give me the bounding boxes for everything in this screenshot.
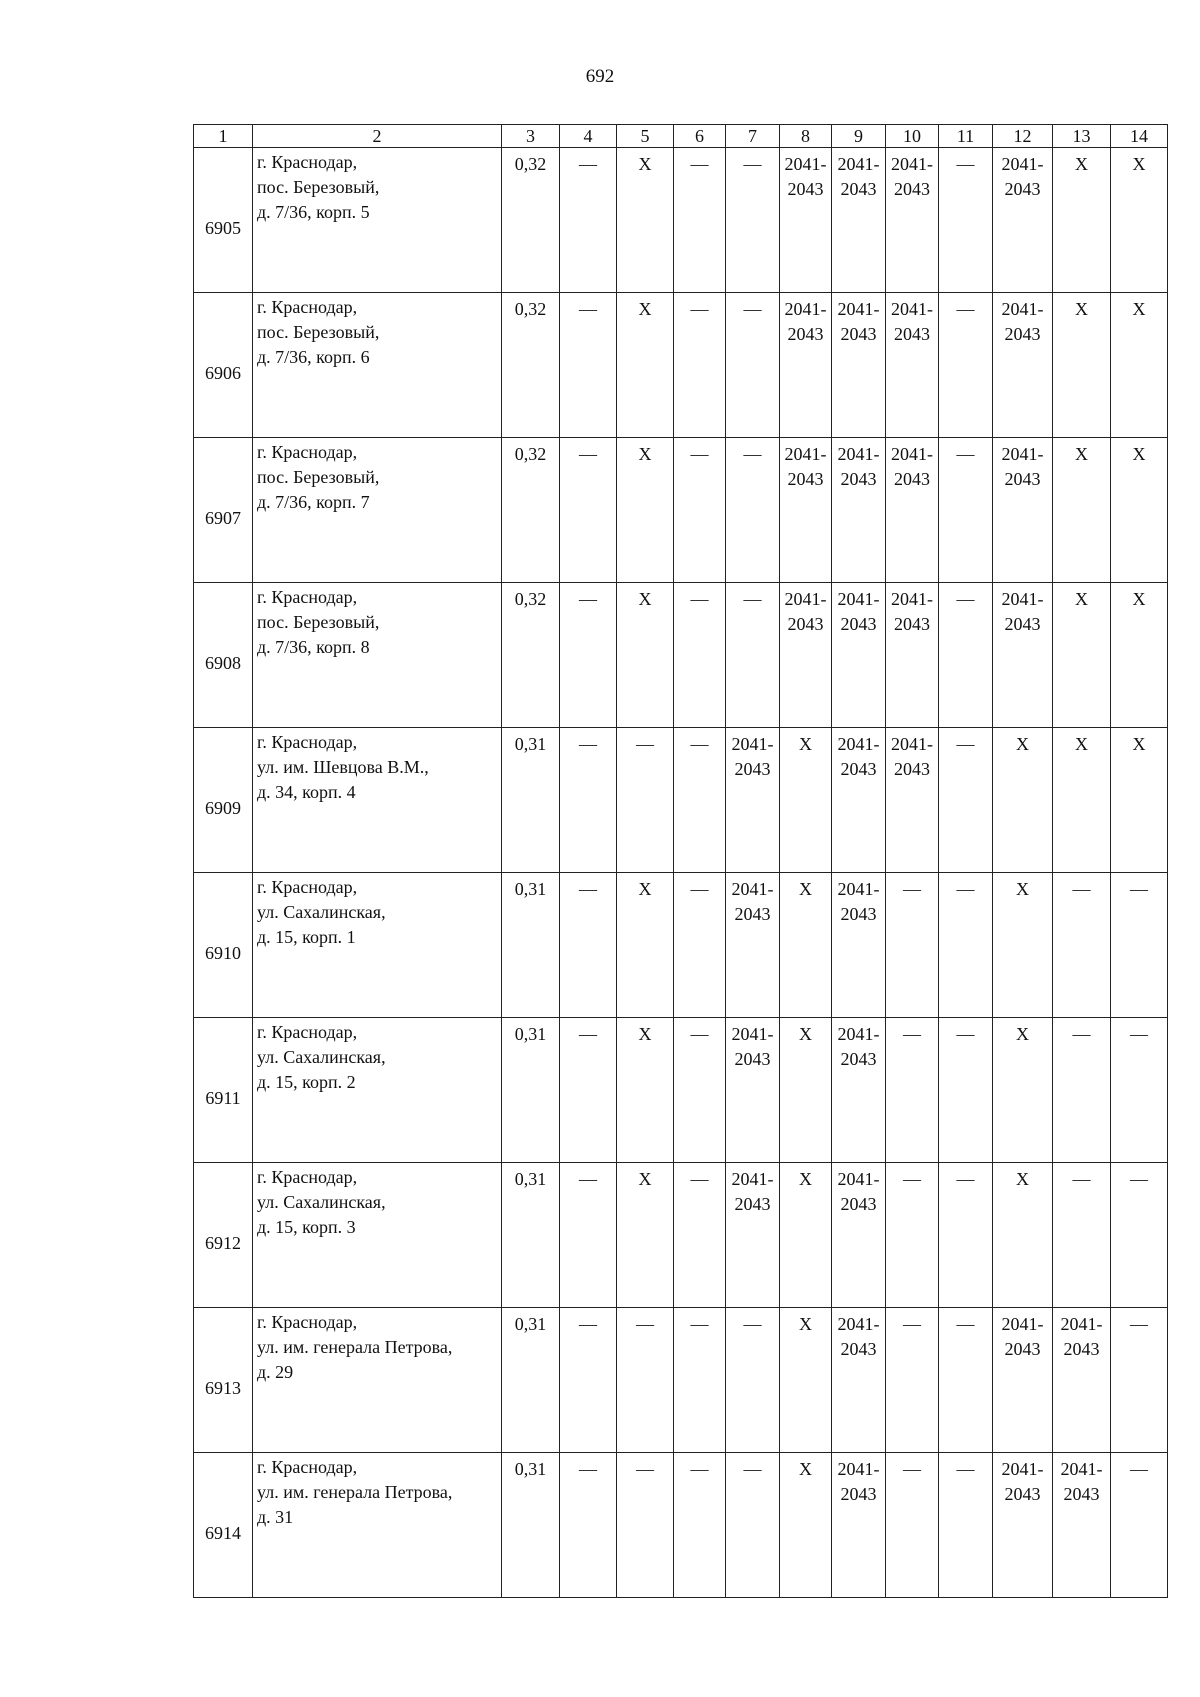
table-cell: 2041-2043: [1053, 1453, 1111, 1598]
table-cell: —: [1053, 1163, 1111, 1308]
table-cell: —: [617, 1308, 674, 1453]
table-cell: 0,31: [502, 1163, 560, 1308]
address-cell: [253, 293, 502, 438]
address-line: пос. Березовый,: [257, 177, 380, 197]
table-cell: —: [560, 1018, 617, 1163]
table-cell: —: [939, 1308, 993, 1453]
row-number: 6910: [194, 873, 253, 1018]
column-header: 8: [780, 125, 832, 148]
address-cell: [253, 728, 502, 873]
column-header: 13: [1053, 125, 1111, 148]
table-cell: X: [617, 438, 674, 583]
table-cell: —: [886, 873, 939, 1018]
table-cell: X: [617, 293, 674, 438]
address-line: г. Краснодар,: [257, 297, 358, 317]
table-cell: —: [939, 293, 993, 438]
address-cell: [253, 873, 502, 1018]
address-line: г. Краснодар,: [257, 1312, 358, 1332]
table-cell: X: [993, 1018, 1053, 1163]
table-row: [194, 293, 1168, 438]
address-line: д. 29: [257, 1362, 294, 1382]
table-cell: —: [939, 1018, 993, 1163]
table-cell: —: [939, 583, 993, 728]
table-cell: 0,31: [502, 1018, 560, 1163]
table-cell: —: [674, 438, 726, 583]
table-cell: X: [1053, 293, 1111, 438]
column-header: 10: [886, 125, 939, 148]
table-cell: 2041-2043: [993, 438, 1053, 583]
table-cell: X: [780, 1308, 832, 1453]
table-cell: 2041-2043: [886, 728, 939, 873]
address-line: д. 7/36, корп. 5: [257, 202, 370, 222]
table-cell: —: [939, 1163, 993, 1308]
table-cell: 0,32: [502, 293, 560, 438]
table-cell: 2041-2043: [780, 148, 832, 293]
table-cell: X: [1053, 148, 1111, 293]
page-number: 692: [585, 66, 615, 87]
table-cell: X: [780, 1018, 832, 1163]
address-line: д. 15, корп. 1: [257, 927, 356, 947]
address-line: д. 7/36, корп. 8: [257, 637, 370, 657]
table-cell: 2041-2043: [780, 293, 832, 438]
table-cell: —: [939, 148, 993, 293]
table-cell: —: [674, 293, 726, 438]
address-line: ул. им. генерала Петрова,: [257, 1337, 453, 1357]
address-cell: [253, 1453, 502, 1598]
table-body: [194, 148, 1168, 1598]
table-cell: X: [617, 1163, 674, 1308]
table-cell: 2041-2043: [726, 728, 780, 873]
address-line: д. 15, корп. 3: [257, 1217, 356, 1237]
address-line: пос. Березовый,: [257, 322, 380, 342]
row-number: 6912: [194, 1163, 253, 1308]
row-number: 6913: [194, 1308, 253, 1453]
table-cell: 2041-2043: [993, 148, 1053, 293]
table-row: [194, 1163, 1168, 1308]
table-cell: 2041-2043: [993, 583, 1053, 728]
table-cell: X: [993, 728, 1053, 873]
table-cell: X: [617, 1018, 674, 1163]
table-cell: X: [780, 1453, 832, 1598]
table-cell: —: [560, 873, 617, 1018]
table-cell: —: [886, 1453, 939, 1598]
table-cell: 2041-2043: [832, 148, 886, 293]
address-line: г. Краснодар,: [257, 877, 358, 897]
table-cell: —: [726, 1453, 780, 1598]
address-line: ул. им. генерала Петрова,: [257, 1482, 453, 1502]
address-line: г. Краснодар,: [257, 587, 358, 607]
table-cell: X: [617, 873, 674, 1018]
table-cell: —: [560, 583, 617, 728]
table-cell: —: [560, 1308, 617, 1453]
table-row: [194, 583, 1168, 728]
column-header: 12: [993, 125, 1053, 148]
table-cell: 2041-2043: [780, 438, 832, 583]
table-cell: 0,31: [502, 1308, 560, 1453]
address-line: г. Краснодар,: [257, 1457, 358, 1477]
table-cell: —: [1053, 1018, 1111, 1163]
row-number: 6908: [194, 583, 253, 728]
table-row: [194, 728, 1168, 873]
table-cell: 2041-2043: [886, 438, 939, 583]
data-table: [193, 124, 1168, 1598]
table-row: [194, 438, 1168, 583]
table-cell: —: [939, 1453, 993, 1598]
table-cell: X: [1111, 583, 1168, 728]
table-cell: 2041-2043: [832, 583, 886, 728]
table-cell: —: [939, 728, 993, 873]
table-cell: —: [1111, 1163, 1168, 1308]
table-cell: X: [1053, 728, 1111, 873]
table-cell: —: [1111, 1453, 1168, 1598]
table-cell: 2041-2043: [832, 1163, 886, 1308]
table-row: [194, 148, 1168, 293]
table-cell: —: [617, 728, 674, 873]
table-cell: X: [617, 148, 674, 293]
table-cell: 2041-2043: [780, 583, 832, 728]
table-cell: —: [726, 1308, 780, 1453]
table-cell: X: [993, 1163, 1053, 1308]
table-cell: 0,32: [502, 148, 560, 293]
table-cell: —: [726, 583, 780, 728]
row-number: 6914: [194, 1453, 253, 1598]
address-line: ул. Сахалинская,: [257, 902, 386, 922]
address-line: ул. Сахалинская,: [257, 1192, 386, 1212]
table-cell: 2041-2043: [832, 293, 886, 438]
address-cell: [253, 1018, 502, 1163]
column-header: 3: [502, 125, 560, 148]
address-line: пос. Березовый,: [257, 467, 380, 487]
table-cell: X: [617, 583, 674, 728]
table-cell: 2041-2043: [1053, 1308, 1111, 1453]
table-cell: 0,31: [502, 1453, 560, 1598]
address-line: пос. Березовый,: [257, 612, 380, 632]
table-cell: 2041-2043: [832, 438, 886, 583]
address-line: г. Краснодар,: [257, 442, 358, 462]
table-cell: 2041-2043: [832, 1018, 886, 1163]
table-cell: 0,31: [502, 873, 560, 1018]
table-cell: —: [674, 1018, 726, 1163]
table-cell: 2041-2043: [993, 293, 1053, 438]
address-line: д. 31: [257, 1507, 294, 1527]
column-header: 4: [560, 125, 617, 148]
table-cell: —: [726, 293, 780, 438]
address-cell: [253, 583, 502, 728]
table-cell: X: [1111, 293, 1168, 438]
table-cell: 2041-2043: [726, 1163, 780, 1308]
table-cell: —: [939, 438, 993, 583]
address-cell: [253, 1163, 502, 1308]
table-cell: X: [993, 873, 1053, 1018]
table-cell: X: [780, 728, 832, 873]
table-row: [194, 1308, 1168, 1453]
table-cell: 0,32: [502, 583, 560, 728]
table-cell: X: [1111, 148, 1168, 293]
table-cell: —: [674, 583, 726, 728]
table-cell: 2041-2043: [832, 728, 886, 873]
row-number: 6911: [194, 1018, 253, 1163]
table-cell: 2041-2043: [886, 148, 939, 293]
table-cell: —: [886, 1308, 939, 1453]
table-cell: —: [560, 293, 617, 438]
address-line: г. Краснодар,: [257, 152, 358, 172]
table-cell: —: [726, 148, 780, 293]
table-header: [194, 125, 1168, 148]
row-number: 6909: [194, 728, 253, 873]
column-header: 5: [617, 125, 674, 148]
address-line: д. 7/36, корп. 6: [257, 347, 370, 367]
column-header: 7: [726, 125, 780, 148]
row-number: 6905: [194, 148, 253, 293]
table-row: [194, 1453, 1168, 1598]
table-cell: 2041-2043: [993, 1308, 1053, 1453]
table-cell: X: [1111, 728, 1168, 873]
table-cell: X: [780, 1163, 832, 1308]
table-cell: —: [1111, 873, 1168, 1018]
table-cell: —: [560, 1163, 617, 1308]
table-cell: 2041-2043: [726, 1018, 780, 1163]
table-cell: 2041-2043: [993, 1453, 1053, 1598]
table-cell: —: [1111, 1018, 1168, 1163]
table-cell: X: [1111, 438, 1168, 583]
table-cell: —: [939, 873, 993, 1018]
table-cell: 2041-2043: [726, 873, 780, 1018]
table-cell: —: [560, 1453, 617, 1598]
header-row: [194, 125, 1168, 148]
column-header: 9: [832, 125, 886, 148]
table-cell: 2041-2043: [832, 873, 886, 1018]
table-row: [194, 873, 1168, 1018]
table-cell: —: [560, 728, 617, 873]
row-number: 6906: [194, 293, 253, 438]
column-header: 11: [939, 125, 993, 148]
address-line: д. 15, корп. 2: [257, 1072, 356, 1092]
table-cell: —: [674, 873, 726, 1018]
table-cell: —: [674, 728, 726, 873]
column-header: 1: [194, 125, 253, 148]
address-line: д. 7/36, корп. 7: [257, 492, 370, 512]
address-cell: [253, 148, 502, 293]
address-line: г. Краснодар,: [257, 1022, 358, 1042]
table-row: [194, 1018, 1168, 1163]
row-number: 6907: [194, 438, 253, 583]
column-header: 14: [1111, 125, 1168, 148]
address-line: д. 34, корп. 4: [257, 782, 356, 802]
table-cell: —: [674, 1163, 726, 1308]
table-cell: 2041-2043: [832, 1308, 886, 1453]
address-line: ул. им. Шевцова В.М.,: [257, 757, 429, 777]
table-cell: —: [674, 1308, 726, 1453]
address-line: г. Краснодар,: [257, 1167, 358, 1187]
table-cell: 2041-2043: [886, 293, 939, 438]
table-cell: —: [560, 438, 617, 583]
table-cell: —: [674, 1453, 726, 1598]
table-cell: —: [674, 148, 726, 293]
table-cell: —: [1053, 873, 1111, 1018]
table-cell: 0,32: [502, 438, 560, 583]
column-header: 2: [253, 125, 502, 148]
table-cell: 0,31: [502, 728, 560, 873]
table-cell: X: [780, 873, 832, 1018]
address-cell: [253, 438, 502, 583]
address-line: г. Краснодар,: [257, 732, 358, 752]
table-cell: —: [886, 1018, 939, 1163]
table-cell: X: [1053, 438, 1111, 583]
table-cell: X: [1053, 583, 1111, 728]
table-cell: —: [726, 438, 780, 583]
column-header: 6: [674, 125, 726, 148]
table-cell: —: [886, 1163, 939, 1308]
table-cell: 2041-2043: [832, 1453, 886, 1598]
table-cell: —: [617, 1453, 674, 1598]
table-cell: 2041-2043: [886, 583, 939, 728]
address-cell: [253, 1308, 502, 1453]
address-line: ул. Сахалинская,: [257, 1047, 386, 1067]
table-cell: —: [560, 148, 617, 293]
table-cell: —: [1111, 1308, 1168, 1453]
